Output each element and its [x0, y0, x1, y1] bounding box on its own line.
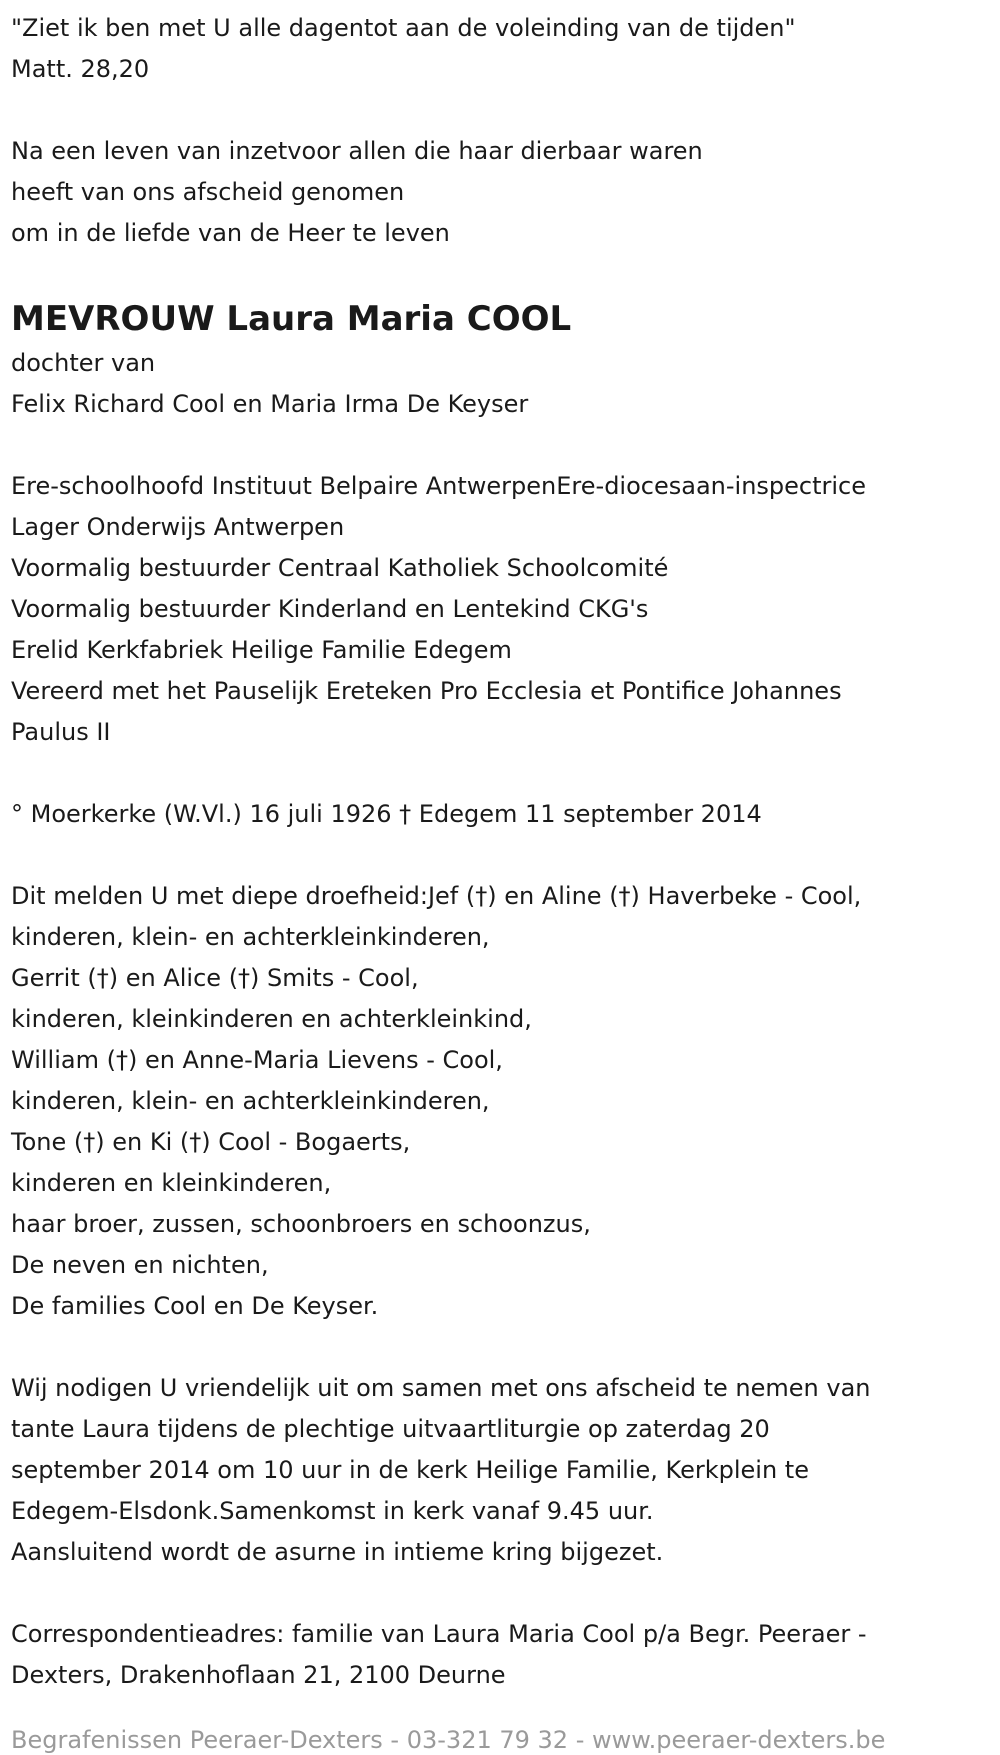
correspondence-line: Dexters, Drakenhoflaan 21, 2100 Deurne	[11, 1661, 506, 1689]
funeral-home-footer: Begrafenissen Peeraer-Dexters - 03-321 79 32 - www.peeraer-dexters.be	[11, 1726, 886, 1754]
intro-line: heeft van ons afscheid genomen	[11, 178, 405, 206]
family-announcement	[11, 876, 1000, 1327]
family-line: Gerrit (†) en Alice (†) Smits - Cool,	[11, 964, 419, 992]
intro-text	[11, 131, 1000, 254]
family-line: kinderen, kleinkinderen en achterkleinkind,	[11, 1005, 532, 1033]
title-line: Vereerd met het Pauselijk Ereteken Pro Ecclesia et Pontifice Johannes	[11, 677, 842, 705]
family-line: William (†) en Anne-Maria Lievens - Cool,	[11, 1046, 503, 1074]
family-line: De neven en nichten,	[11, 1251, 269, 1279]
invitation-line: Aansluitend wordt de asurne in intieme kring bijgezet.	[11, 1538, 664, 1566]
invitation-line: Wij nodigen U vriendelijk uit om samen met ons afscheid te nemen van	[11, 1374, 871, 1402]
family-line: De families Cool en De Keyser.	[11, 1292, 379, 1320]
funeral-invitation	[11, 1368, 1000, 1573]
birth-death-dates	[11, 794, 1000, 835]
correspondence-address	[11, 1614, 1000, 1696]
family-line: Tone (†) en Ki (†) Cool - Bogaerts,	[11, 1128, 411, 1156]
title-line: Erelid Kerkfabriek Heilige Familie Edegem	[11, 636, 512, 664]
family-line: Dit melden U met diepe droefheid:Jef (†) en Aline (†) Haverbeke - Cool,	[11, 882, 862, 910]
invitation-line: september 2014 om 10 uur in de kerk Heilige Familie, Kerkplein te	[11, 1456, 809, 1484]
quote-text: "Ziet ik ben met U alle dagentot aan de voleinding van de tijden"	[11, 14, 796, 42]
title-line: Ere-schoolhoofd Instituut Belpaire AntwerpenEre-diocesaan-inspectrice	[11, 472, 867, 500]
title-line: Lager Onderwijs Antwerpen	[11, 513, 345, 541]
family-line: kinderen, klein- en achterkleinkinderen,	[11, 923, 490, 951]
dates-line: ° Moerkerke (W.Vl.) 16 juli 1926 † Edegem 11 september 2014	[11, 800, 762, 828]
deceased-info	[11, 295, 1000, 425]
title-line: Voormalig bestuurder Kinderland en Lentekind CKG's	[11, 595, 649, 623]
intro-line: Na een leven van inzetvoor allen die haar dierbaar waren	[11, 137, 703, 165]
correspondence-line: Correspondentieadres: familie van Laura Maria Cool p/a Begr. Peeraer -	[11, 1620, 867, 1648]
deceased-name: MEVROUW Laura Maria COOL	[11, 299, 572, 339]
parentage-label: dochter van	[11, 349, 156, 377]
title-line: Paulus II	[11, 718, 111, 746]
title-line: Voormalig bestuurder Centraal Katholiek Schoolcomité	[11, 554, 669, 582]
family-line: kinderen, klein- en achterkleinkinderen,	[11, 1087, 490, 1115]
family-line: kinderen en kleinkinderen,	[11, 1169, 332, 1197]
invitation-line: Edegem-Elsdonk.Samenkomst in kerk vanaf 9.45 uur.	[11, 1497, 654, 1525]
quote-reference: Matt. 28,20	[11, 55, 150, 83]
titles-list	[11, 466, 1000, 753]
invitation-line: tante Laura tijdens de plechtige uitvaartliturgie op zaterdag 20	[11, 1415, 770, 1443]
family-line: haar broer, zussen, schoonbroers en schoonzus,	[11, 1210, 591, 1238]
intro-line: om in de liefde van de Heer te leven	[11, 219, 450, 247]
scripture-quote	[11, 8, 1000, 90]
parents-names: Felix Richard Cool en Maria Irma De Keyser	[11, 390, 529, 418]
